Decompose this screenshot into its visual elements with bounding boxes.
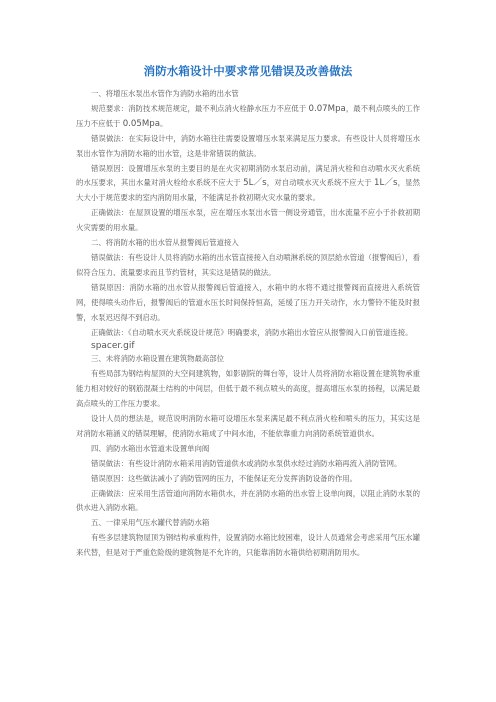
paragraph-wrong-reason-4: 错误原因：这些做法减小了消防管网的压力，不能保证充分发挥消防设备的作用。 xyxy=(91,473,358,483)
section-heading-3: 三、未将消防水箱设置在建筑物最高部位 xyxy=(91,354,225,364)
paragraph-correct-practice-2: 正确做法：《自动喷水灭火系统设计规范》明确要求，消防水箱出水管应从报警阀入口前管道连接。 xyxy=(91,327,413,337)
paragraph-requirement: 规范要求：消防技术规范规定，最不利点消火栓静水压力不应低于 0.07Mpa，最不利点喷头的工作压力不应低于 0.05Mpa。 xyxy=(76,103,420,129)
section-heading-2: 二、将消防水箱的出水管从报警阀后管道接入 xyxy=(91,238,239,248)
page-title: 消防水箱设计中要求常见错误及改善做法 xyxy=(143,64,353,78)
paragraph-section-3-a: 有些局部为钢结构屋顶的大空间建筑物，如影剧院的舞台等，设计人员将消防水箱设置在建筑物承重能力相对较好的钢筋混凝土结构的中间层，但低于最不利点喷头的高度，提高增压水泵的扬程，以满足最高点喷头的工作压力要求。 xyxy=(76,369,420,409)
paragraph-correct-practice-4: 正确做法：应采用生活管道向消防水箱供水，并在消防水箱的出水管上设单向阀，以阻止消防水泵的供水进入消防水箱。 xyxy=(76,488,420,513)
document-body xyxy=(76,87,420,561)
paragraph-section-5: 有些多层建筑物屋顶为钢结构承重构件，设置消防水箱比较困难，设计人员通常会考虑采用气压水罐来代替，但是对于严重危险级的建筑物是不允许的，只能靠消防水箱供给初期消防用水。 xyxy=(76,533,420,558)
paragraph-wrong-reason-2: 错误原因：消防水箱的出水管从报警阀后管道接入，水箱中的水将不通过报警阀而直接进入系统管网，使得喷头动作后，报警阀后的管道水压长时间保持恒高，延缓了压力开关动作，水力警铃不能及时报警，水泵迟迟得不到启动。 xyxy=(76,282,420,322)
spacer-gif-text: spacer.gif xyxy=(91,341,135,352)
section-heading-5: 五、一律采用气压水罐代替消防水箱 xyxy=(91,518,210,528)
paragraph-wrong-practice-4: 错误做法：有些设计消防水箱采用消防管道供水或消防水泵供水经过消防水箱再流入消防管网。 xyxy=(91,458,402,468)
section-heading-1: 一、将增压水泵出水管作为消防水箱的出水管 xyxy=(91,89,239,98)
paragraph-wrong-reason-1: 错误原因：设置增压水泵的主要目的是在火灾初期消防水泵启动前，满足消火栓和自动喷水灭火系统的水压要求，其出水量对消火栓给水系统不应大于 5L／s，对自动喷水灭火系统不应大于 1L／s，显然大大小于规范要求的室内消防用水量，不能满足扑救初期火灾水量的要求。 xyxy=(76,163,421,203)
section-heading-4: 四、消防水箱出水管道未设置单向阀 xyxy=(91,443,210,453)
paragraph-section-3-b: 设计人员的想法是，规范说明消防水箱可设增压水泵来满足最不利点消火栓和喷头的压力，其实这是对消防水箱涵义的错误理解，使消防水箱成了中间水池，不能依靠重力向消防系统管道供水。 xyxy=(76,414,420,438)
paragraph-wrong-practice-2: 错误做法：有些设计人员将消防水箱的出水管直接接入自动喷淋系统的顶层給水管道（报警阀后），看似符合压力、流量要求而且节约管材，其实这是错误的做法。 xyxy=(76,252,420,277)
paragraph-wrong-practice-1: 错误做法：在实际设计中，消防水箱往往需要设置增压水泵来满足压力要求。有些设计人员将增压水泵出水管作为消防水箱的出水管，这是非常错误的做法。 xyxy=(76,133,420,158)
paragraph-correct-practice-1: 正确做法：在屋顶设置的增压水泵，应在增压水泵出水管一侧设旁通管，出水流量不应小于扑救初期火灾需要的用水量。 xyxy=(76,208,420,233)
